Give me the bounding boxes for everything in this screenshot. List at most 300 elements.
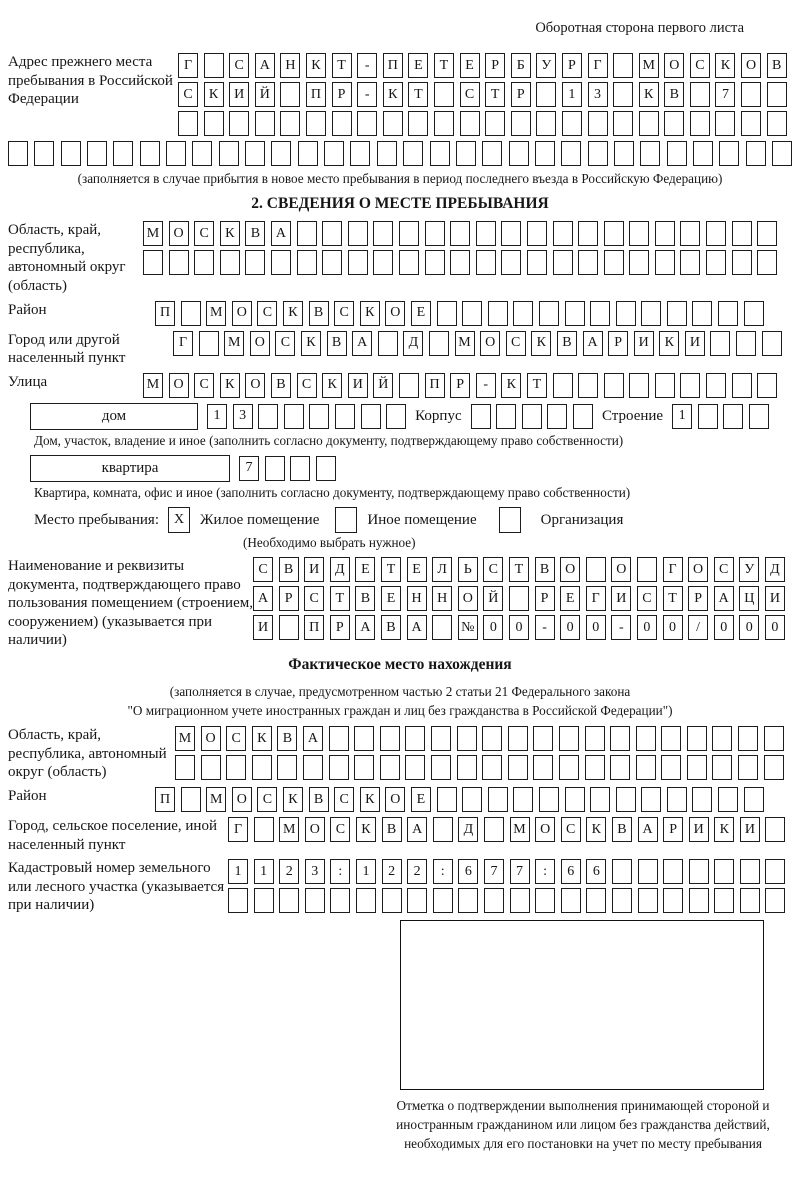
char-cell[interactable]: К [639, 82, 659, 107]
char-cell[interactable] [297, 221, 317, 246]
char-cell[interactable] [255, 111, 275, 136]
char-cell[interactable] [433, 888, 453, 913]
char-cell[interactable] [588, 111, 608, 136]
char-cell[interactable] [741, 82, 761, 107]
char-cell[interactable]: - [357, 82, 377, 107]
char-cell[interactable]: Й [255, 82, 275, 107]
house-number-cells[interactable] [207, 404, 406, 429]
char-cell[interactable]: 0 [560, 615, 580, 640]
char-cell[interactable] [201, 755, 221, 780]
char-cell[interactable] [638, 859, 658, 884]
char-cell[interactable] [690, 111, 710, 136]
char-cell[interactable]: О [232, 787, 252, 812]
char-cell[interactable] [757, 250, 777, 275]
char-cell[interactable]: С [304, 586, 324, 611]
char-cell[interactable]: Р [279, 586, 299, 611]
char-cell[interactable] [718, 301, 738, 326]
char-cell[interactable]: Т [408, 82, 428, 107]
char-cell[interactable] [284, 404, 304, 429]
char-cell[interactable]: С [253, 557, 273, 582]
char-cell[interactable]: И [253, 615, 273, 640]
char-cell[interactable]: С [330, 817, 350, 842]
char-cell[interactable] [329, 755, 349, 780]
char-cell[interactable] [348, 250, 368, 275]
char-cell[interactable]: С [561, 817, 581, 842]
char-cell[interactable] [458, 888, 478, 913]
char-cell[interactable]: 0 [739, 615, 759, 640]
char-cell[interactable] [533, 755, 553, 780]
char-cell[interactable] [456, 141, 476, 166]
char-cell[interactable] [450, 221, 470, 246]
korpus-cells[interactable] [471, 404, 593, 429]
char-cell[interactable] [689, 859, 709, 884]
char-cell[interactable]: К [501, 373, 521, 398]
char-cell[interactable] [496, 404, 516, 429]
char-cell[interactable] [740, 859, 760, 884]
char-cell[interactable] [460, 111, 480, 136]
char-cell[interactable]: М [143, 221, 163, 246]
char-cell[interactable]: К [252, 726, 272, 751]
region-row-2[interactable] [143, 250, 777, 275]
char-cell[interactable] [712, 755, 732, 780]
char-cell[interactable]: В [535, 557, 555, 582]
char-cell[interactable] [585, 755, 605, 780]
char-cell[interactable] [113, 141, 133, 166]
char-cell[interactable]: С [257, 787, 277, 812]
char-cell[interactable]: Е [411, 787, 431, 812]
char-cell[interactable]: О [385, 301, 405, 326]
char-cell[interactable] [219, 141, 239, 166]
char-cell[interactable]: А [271, 221, 291, 246]
char-cell[interactable] [610, 726, 630, 751]
char-cell[interactable] [329, 726, 349, 751]
char-cell[interactable] [629, 373, 649, 398]
char-cell[interactable] [698, 404, 718, 429]
char-cell[interactable] [553, 250, 573, 275]
char-cell[interactable]: К [301, 331, 321, 356]
char-cell[interactable]: Н [432, 586, 452, 611]
char-cell[interactable]: В [355, 586, 375, 611]
char-cell[interactable]: 0 [483, 615, 503, 640]
char-cell[interactable] [547, 404, 567, 429]
char-cell[interactable]: А [352, 331, 372, 356]
char-cell[interactable]: Й [373, 373, 393, 398]
char-cell[interactable]: № [458, 615, 478, 640]
char-cell[interactable] [738, 726, 758, 751]
char-cell[interactable] [462, 787, 482, 812]
char-cell[interactable]: 0 [714, 615, 734, 640]
char-cell[interactable] [484, 888, 504, 913]
char-cell[interactable]: : [330, 859, 350, 884]
char-cell[interactable] [509, 586, 529, 611]
char-cell[interactable]: Р [485, 53, 505, 78]
char-cell[interactable]: О [201, 726, 221, 751]
char-cell[interactable] [740, 888, 760, 913]
char-cell[interactable]: О [305, 817, 325, 842]
char-cell[interactable]: К [220, 221, 240, 246]
char-cell[interactable]: А [583, 331, 603, 356]
char-cell[interactable]: : [535, 859, 555, 884]
stay-checkbox-other[interactable] [335, 507, 357, 533]
char-cell[interactable] [616, 301, 636, 326]
char-cell[interactable]: С [483, 557, 503, 582]
char-cell[interactable]: С [334, 301, 354, 326]
char-cell[interactable] [425, 221, 445, 246]
char-cell[interactable] [405, 755, 425, 780]
apartment-number-cells[interactable] [239, 456, 336, 481]
char-cell[interactable]: И [685, 331, 705, 356]
char-cell[interactable] [655, 373, 675, 398]
char-cell[interactable]: Г [178, 53, 198, 78]
char-cell[interactable]: 7 [484, 859, 504, 884]
char-cell[interactable] [303, 755, 323, 780]
char-cell[interactable]: О [535, 817, 555, 842]
char-cell[interactable]: Р [535, 586, 555, 611]
char-cell[interactable] [641, 787, 661, 812]
char-cell[interactable] [561, 888, 581, 913]
char-cell[interactable] [386, 404, 406, 429]
char-cell[interactable] [639, 111, 659, 136]
char-cell[interactable] [590, 787, 610, 812]
char-cell[interactable] [590, 301, 610, 326]
char-cell[interactable]: Г [173, 331, 193, 356]
char-cell[interactable]: А [253, 586, 273, 611]
char-cell[interactable]: Е [355, 557, 375, 582]
char-cell[interactable] [614, 141, 634, 166]
char-cell[interactable]: Р [688, 586, 708, 611]
char-cell[interactable]: М [279, 817, 299, 842]
char-cell[interactable] [377, 141, 397, 166]
char-cell[interactable] [140, 141, 160, 166]
char-cell[interactable]: В [767, 53, 787, 78]
char-cell[interactable] [565, 787, 585, 812]
stay-checkbox-residential[interactable] [168, 507, 190, 533]
char-cell[interactable]: О [688, 557, 708, 582]
char-cell[interactable] [539, 301, 559, 326]
char-cell[interactable] [61, 141, 81, 166]
char-cell[interactable]: К [714, 817, 734, 842]
char-cell[interactable]: К [356, 817, 376, 842]
char-cell[interactable] [765, 859, 785, 884]
char-cell[interactable]: М [455, 331, 475, 356]
char-cell[interactable] [706, 221, 726, 246]
char-cell[interactable] [738, 755, 758, 780]
char-cell[interactable]: В [309, 787, 329, 812]
char-cell[interactable]: В [271, 373, 291, 398]
char-cell[interactable]: М [639, 53, 659, 78]
char-cell[interactable]: Н [407, 586, 427, 611]
char-cell[interactable] [488, 787, 508, 812]
char-cell[interactable] [229, 111, 249, 136]
char-cell[interactable]: Е [411, 301, 431, 326]
char-cell[interactable] [383, 111, 403, 136]
char-cell[interactable]: С [297, 373, 317, 398]
char-cell[interactable]: О [169, 221, 189, 246]
char-cell[interactable]: О [232, 301, 252, 326]
char-cell[interactable] [604, 250, 624, 275]
char-cell[interactable] [680, 250, 700, 275]
char-cell[interactable] [181, 787, 201, 812]
char-cell[interactable]: К [220, 373, 240, 398]
char-cell[interactable]: С [460, 82, 480, 107]
char-cell[interactable] [335, 507, 357, 533]
char-cell[interactable]: П [304, 615, 324, 640]
char-cell[interactable]: Х [168, 507, 190, 533]
char-cell[interactable]: Г [586, 586, 606, 611]
char-cell[interactable]: Р [663, 817, 683, 842]
document-row-2[interactable] [253, 586, 785, 611]
char-cell[interactable]: В [279, 557, 299, 582]
fact-cadastral-row-1[interactable] [228, 859, 785, 884]
char-cell[interactable] [573, 404, 593, 429]
char-cell[interactable]: С [178, 82, 198, 107]
char-cell[interactable] [245, 250, 265, 275]
char-cell[interactable] [629, 221, 649, 246]
char-cell[interactable]: К [715, 53, 735, 78]
char-cell[interactable] [258, 404, 278, 429]
char-cell[interactable] [539, 787, 559, 812]
char-cell[interactable] [561, 141, 581, 166]
char-cell[interactable] [527, 250, 547, 275]
char-cell[interactable] [501, 221, 521, 246]
char-cell[interactable] [450, 250, 470, 275]
char-cell[interactable] [513, 787, 533, 812]
char-cell[interactable] [604, 221, 624, 246]
char-cell[interactable] [194, 250, 214, 275]
char-cell[interactable] [399, 373, 419, 398]
char-cell[interactable]: Ц [739, 586, 759, 611]
char-cell[interactable] [280, 111, 300, 136]
char-cell[interactable]: А [255, 53, 275, 78]
char-cell[interactable]: О [245, 373, 265, 398]
char-cell[interactable] [322, 250, 342, 275]
char-cell[interactable]: М [510, 817, 530, 842]
char-cell[interactable] [661, 726, 681, 751]
char-cell[interactable]: Е [560, 586, 580, 611]
fact-region-row-1[interactable] [175, 726, 784, 751]
char-cell[interactable] [612, 888, 632, 913]
char-cell[interactable]: О [611, 557, 631, 582]
char-cell[interactable]: О [560, 557, 580, 582]
char-cell[interactable]: И [765, 586, 785, 611]
char-cell[interactable] [533, 726, 553, 751]
char-cell[interactable]: 7 [715, 82, 735, 107]
char-cell[interactable] [277, 755, 297, 780]
char-cell[interactable] [356, 888, 376, 913]
char-cell[interactable] [361, 404, 381, 429]
char-cell[interactable]: К [306, 53, 326, 78]
char-cell[interactable]: П [155, 787, 175, 812]
char-cell[interactable]: О [250, 331, 270, 356]
char-cell[interactable] [536, 82, 556, 107]
char-cell[interactable] [604, 373, 624, 398]
char-cell[interactable]: 3 [305, 859, 325, 884]
char-cell[interactable]: Р [608, 331, 628, 356]
char-cell[interactable] [178, 111, 198, 136]
char-cell[interactable] [693, 141, 713, 166]
char-cell[interactable]: 2 [382, 859, 402, 884]
char-cell[interactable] [488, 301, 508, 326]
char-cell[interactable] [437, 787, 457, 812]
char-cell[interactable] [767, 111, 787, 136]
char-cell[interactable]: А [355, 615, 375, 640]
char-cell[interactable]: В [382, 817, 402, 842]
char-cell[interactable]: К [204, 82, 224, 107]
char-cell[interactable] [732, 373, 752, 398]
char-cell[interactable]: Т [527, 373, 547, 398]
char-cell[interactable]: П [155, 301, 175, 326]
prev-address-row-4[interactable] [8, 141, 792, 166]
char-cell[interactable] [553, 373, 573, 398]
char-cell[interactable]: Д [330, 557, 350, 582]
char-cell[interactable]: С [637, 586, 657, 611]
char-cell[interactable]: К [360, 787, 380, 812]
char-cell[interactable] [434, 111, 454, 136]
char-cell[interactable] [335, 404, 355, 429]
char-cell[interactable]: А [407, 615, 427, 640]
char-cell[interactable]: Е [408, 53, 428, 78]
stay-checkbox-organization[interactable] [499, 507, 521, 533]
char-cell[interactable] [629, 250, 649, 275]
char-cell[interactable] [692, 787, 712, 812]
char-cell[interactable]: 3 [588, 82, 608, 107]
char-cell[interactable] [508, 755, 528, 780]
char-cell[interactable]: 0 [509, 615, 529, 640]
char-cell[interactable] [271, 141, 291, 166]
char-cell[interactable] [34, 141, 54, 166]
char-cell[interactable]: В [277, 726, 297, 751]
char-cell[interactable] [405, 726, 425, 751]
char-cell[interactable]: П [306, 82, 326, 107]
char-cell[interactable] [482, 726, 502, 751]
char-cell[interactable]: 1 [228, 859, 248, 884]
char-cell[interactable] [764, 726, 784, 751]
char-cell[interactable] [586, 557, 606, 582]
char-cell[interactable] [562, 111, 582, 136]
street-row[interactable] [143, 373, 777, 398]
char-cell[interactable]: В [381, 615, 401, 640]
char-cell[interactable]: И [348, 373, 368, 398]
char-cell[interactable]: 6 [458, 859, 478, 884]
char-cell[interactable]: Е [381, 586, 401, 611]
char-cell[interactable] [181, 301, 201, 326]
char-cell[interactable] [718, 787, 738, 812]
char-cell[interactable] [226, 755, 246, 780]
char-cell[interactable] [667, 301, 687, 326]
char-cell[interactable] [322, 221, 342, 246]
char-cell[interactable]: 1 [207, 404, 227, 429]
char-cell[interactable] [692, 301, 712, 326]
char-cell[interactable] [535, 141, 555, 166]
char-cell[interactable]: А [303, 726, 323, 751]
fact-cadastral-row-2[interactable] [228, 888, 785, 913]
char-cell[interactable] [559, 755, 579, 780]
char-cell[interactable] [280, 82, 300, 107]
char-cell[interactable]: Р [450, 373, 470, 398]
char-cell[interactable] [565, 301, 585, 326]
char-cell[interactable] [510, 888, 530, 913]
char-cell[interactable]: В [327, 331, 347, 356]
char-cell[interactable] [732, 221, 752, 246]
char-cell[interactable]: - [535, 615, 555, 640]
char-cell[interactable]: Т [485, 82, 505, 107]
char-cell[interactable] [613, 111, 633, 136]
char-cell[interactable] [373, 250, 393, 275]
district-row[interactable] [155, 301, 764, 326]
char-cell[interactable]: 1 [254, 859, 274, 884]
char-cell[interactable]: К [283, 787, 303, 812]
fact-city-row[interactable] [228, 817, 785, 842]
char-cell[interactable] [772, 141, 792, 166]
char-cell[interactable] [664, 111, 684, 136]
char-cell[interactable] [254, 888, 274, 913]
char-cell[interactable]: Т [434, 53, 454, 78]
stroenie-cells[interactable] [672, 404, 769, 429]
char-cell[interactable] [271, 250, 291, 275]
char-cell[interactable] [169, 250, 189, 275]
char-cell[interactable] [8, 141, 28, 166]
char-cell[interactable]: С [226, 726, 246, 751]
char-cell[interactable] [767, 82, 787, 107]
char-cell[interactable]: М [143, 373, 163, 398]
char-cell[interactable]: Т [381, 557, 401, 582]
char-cell[interactable] [612, 859, 632, 884]
char-cell[interactable]: О [458, 586, 478, 611]
char-cell[interactable] [354, 726, 374, 751]
char-cell[interactable] [476, 250, 496, 275]
char-cell[interactable]: Т [330, 586, 350, 611]
char-cell[interactable] [252, 755, 272, 780]
char-cell[interactable]: Й [483, 586, 503, 611]
char-cell[interactable] [706, 250, 726, 275]
char-cell[interactable] [746, 141, 766, 166]
char-cell[interactable] [690, 82, 710, 107]
char-cell[interactable] [382, 888, 402, 913]
char-cell[interactable] [687, 755, 707, 780]
char-cell[interactable]: Р [562, 53, 582, 78]
char-cell[interactable]: Е [407, 557, 427, 582]
prev-address-row-3[interactable] [178, 111, 787, 136]
char-cell[interactable] [298, 141, 318, 166]
char-cell[interactable] [457, 726, 477, 751]
prev-address-row-2[interactable] [178, 82, 787, 107]
char-cell[interactable]: К [322, 373, 342, 398]
char-cell[interactable] [680, 221, 700, 246]
char-cell[interactable] [192, 141, 212, 166]
char-cell[interactable] [228, 888, 248, 913]
char-cell[interactable] [706, 373, 726, 398]
char-cell[interactable]: С [334, 787, 354, 812]
char-cell[interactable]: В [612, 817, 632, 842]
char-cell[interactable] [588, 141, 608, 166]
char-cell[interactable] [399, 250, 419, 275]
char-cell[interactable] [553, 221, 573, 246]
char-cell[interactable]: И [634, 331, 654, 356]
fact-district-row[interactable] [155, 787, 764, 812]
char-cell[interactable] [143, 250, 163, 275]
char-cell[interactable] [378, 331, 398, 356]
char-cell[interactable] [434, 82, 454, 107]
char-cell[interactable] [425, 250, 445, 275]
document-row-1[interactable] [253, 557, 785, 582]
char-cell[interactable]: О [385, 787, 405, 812]
char-cell[interactable]: С [257, 301, 277, 326]
char-cell[interactable]: А [714, 586, 734, 611]
char-cell[interactable] [667, 141, 687, 166]
char-cell[interactable]: Д [403, 331, 423, 356]
char-cell[interactable] [636, 726, 656, 751]
char-cell[interactable] [732, 250, 752, 275]
